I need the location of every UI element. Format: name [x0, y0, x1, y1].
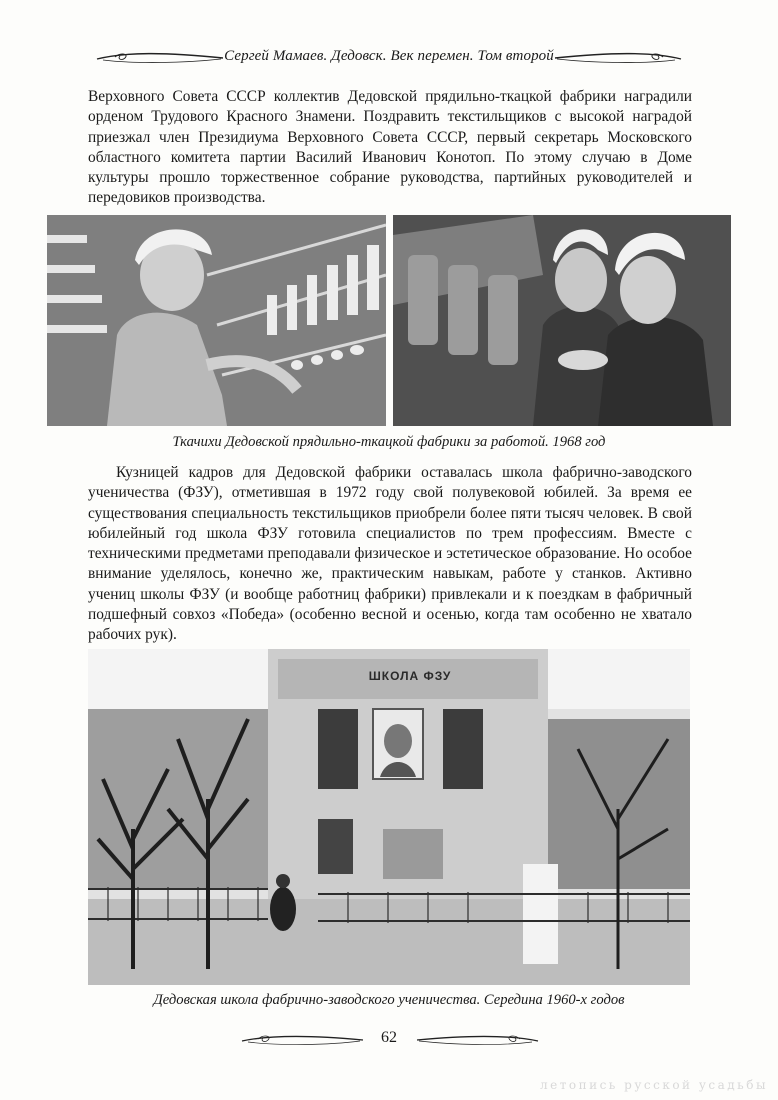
building-sign-text: ШКОЛА ФЗУ [368, 669, 452, 683]
watermark-text: летопись русской усадьбы [539, 1078, 768, 1092]
footer-right-flourish-ornament-icon [415, 1033, 540, 1047]
photo-two-weavers [393, 215, 731, 426]
running-title: Сергей Мамаев. Дедовск. Век перемен. Том второй [224, 48, 554, 64]
figure-caption-1: Ткачихи Дедовской прядильно-ткацкой фабрики за работой. 1968 год [172, 434, 606, 450]
photo-fzu-school-building [88, 649, 690, 985]
body-paragraph-1: Верховного Совета СССР коллектив Дедовской прядильно-ткацкой фабрики наградили орденом Трудового Красного Знамени. Поздравить текстильщиков с высокой наградой приезжал член Президиума Верховного Совета СССР, первый секретарь Московского областного комитета партии Василий Иванович Конотоп. По этому случаю в Доме культуры прошло торжественное собрание руководства, партийных руководителей и передовиков производства. [88, 88, 692, 207]
running-header [0, 40, 778, 72]
body-paragraph-2: Кузницей кадров для Дедовской фабрики оставалась школа фабрично-заводского ученичества (ФЗУ), отметившая в 1972 году свой полувековой юбилей. За время ее существования специальность текстильщиков приобрели более пяти тысяч человек. В свой юбилейный год школа ФЗУ готовила специалистов по трем профессиям. Вместе с техническими предметами преподавали физическое и эстетическое образование. Но особое внимание уделялось, конечно же, практическим навыкам, работе у станков. Активно учениц школы ФЗУ (и вообще работниц фабрики) привлекали и к поездкам в фабричный подшефный совхоз «Победа» (особенно весной и осенью, когда там особенно не хватало рабочих рук). [88, 464, 692, 644]
school-building-photo-illustration [88, 649, 690, 985]
two-weavers-photo-illustration [393, 215, 731, 426]
right-flourish-ornament-icon [553, 50, 683, 66]
figure-caption-2: Дедовская школа фабрично-заводского ученичества. Середина 1960-х годов [153, 992, 625, 1008]
photo-weaver-at-machine [47, 215, 386, 426]
page-number: 62 [381, 1029, 397, 1046]
weaver-photo-illustration [47, 215, 386, 426]
